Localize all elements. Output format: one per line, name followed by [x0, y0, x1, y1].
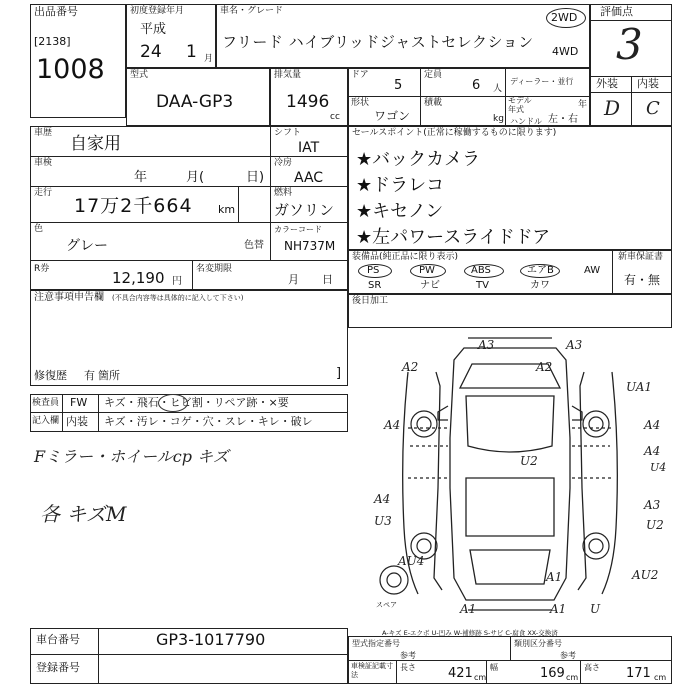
equip-airbag: エアB — [527, 265, 554, 276]
drive-2wd: 2WD — [551, 11, 578, 24]
dimensions-label: 車検証記載寸法 — [351, 662, 393, 679]
recycle-value: 12,190 — [112, 269, 165, 287]
sales-point-1: ★バックカメラ — [356, 149, 481, 170]
capacity-unit: 人 — [493, 84, 503, 94]
damage-mark: A1 — [460, 602, 477, 616]
width-label: 幅 — [490, 663, 498, 672]
exterior-value: D — [604, 96, 621, 120]
equip-navi: ナビ — [420, 280, 440, 291]
equipment-label: 装備品(純正品に限り表示) — [352, 252, 459, 262]
damage-mark: AU2 — [632, 568, 659, 582]
damage-mark: U3 — [374, 514, 392, 528]
color-code-label: カラーコード — [274, 225, 322, 234]
handwritten-line-1: Fミラー・ホイールcp キズ — [34, 447, 229, 466]
registration-label: 初度登録年月 — [130, 6, 185, 16]
car-damage-diagram — [348, 328, 672, 622]
car-name-label: 車名・グレード — [220, 6, 284, 16]
damage-mark: A1 — [550, 602, 567, 616]
notes-box — [30, 290, 348, 386]
length-label: 長さ — [400, 663, 416, 672]
load-unit: kg — [493, 114, 504, 124]
damage-mark: A4 — [644, 418, 661, 432]
inspector-label-2: 記入欄 — [32, 416, 60, 426]
inspector-row-1: キズ・飛石・ヒビ割・リペア跡・×要 — [104, 396, 289, 409]
capacity-value: 6 — [472, 78, 481, 93]
height-unit: cm — [654, 673, 667, 682]
notes-label: 注意事項申告欄 — [34, 292, 104, 303]
damage-mark: A3 — [644, 498, 661, 512]
repair-unit: 箇所 — [98, 369, 120, 382]
damage-mark: U4 — [650, 461, 667, 474]
title-expiry-label: 名変期限 — [196, 264, 233, 274]
equip-aw: AW — [584, 265, 601, 276]
inspector-interior: 内装 — [66, 415, 88, 428]
title-expiry-month: 月 — [288, 273, 299, 286]
history-label: 車歴 — [34, 128, 53, 138]
doors-label: ドア — [351, 70, 369, 80]
equip-abs: ABS — [471, 265, 491, 276]
interior-value: C — [646, 98, 660, 119]
lot-label: 出品番号 — [34, 5, 78, 18]
mileage-label: 走行 — [34, 188, 53, 198]
lot-number: 1008 — [36, 54, 105, 85]
damage-mark: U2 — [520, 454, 538, 468]
color-code-value: NH737M — [284, 239, 336, 253]
height-value: 171 — [626, 666, 651, 681]
warranty-label: 新車保証書 — [618, 252, 664, 262]
inspection-day-unit: 日) — [246, 170, 265, 185]
sales-point-2: ★ドラレコ — [356, 175, 445, 196]
car-name-value: フリード ハイブリッドジャストセレクション — [222, 33, 534, 51]
cooling-value: AAC — [294, 170, 324, 186]
chassis-label: 車台番号 — [36, 633, 80, 646]
repair-label: 修復歴 — [34, 369, 67, 382]
inspection-label: 車検 — [34, 158, 53, 168]
history-value: 自家用 — [70, 134, 121, 154]
body-type-value: ワゴン — [374, 109, 411, 123]
registration-month-unit: 月 — [204, 54, 214, 64]
registration-era: 平成 — [140, 22, 167, 37]
capacity-label: 定員 — [424, 70, 443, 80]
color-value: グレー — [66, 238, 108, 254]
color-label: 色 — [34, 224, 44, 234]
sales-point-3: ★キセノン — [356, 201, 444, 222]
notes-note: (不具合内容等は具体的に記入して下さい) — [112, 294, 244, 302]
sales-points-label: セールスポイント(正常に稼働するものに限ります) — [352, 128, 557, 138]
damage-mark: A3 — [478, 338, 495, 352]
mileage-unit: km — [218, 203, 236, 216]
dealer-label: ディーラー・並行 — [510, 77, 574, 86]
damage-mark: A1 — [546, 570, 563, 584]
mileage-value: 17万2千664 — [74, 195, 193, 217]
fuel-value: ガソリン — [274, 201, 335, 219]
chassis-value: GP3-1017790 — [156, 630, 266, 649]
shift-value: IAT — [298, 140, 320, 156]
damage-mark: A2 — [402, 360, 419, 374]
damage-mark: A4 — [644, 444, 661, 458]
handle-value: 左・右 — [548, 114, 578, 125]
interior-label: 内装 — [637, 77, 659, 90]
category-label: 類別区分番号 — [514, 639, 562, 648]
load-label: 積載 — [424, 98, 443, 108]
color-change-label: 色替 — [244, 240, 264, 251]
displacement-unit: cc — [330, 112, 340, 122]
inspection-year-unit: 年 — [134, 170, 148, 185]
equip-ps: PS — [367, 265, 380, 276]
equip-pw: PW — [419, 265, 435, 276]
length-value: 421 — [448, 666, 473, 681]
after-install-box — [348, 294, 672, 328]
inspector-label-1: 検査員 — [32, 398, 60, 408]
fuel-label: 燃料 — [274, 188, 293, 198]
title-expiry-day: 日 — [322, 273, 333, 286]
damage-mark: A3 — [566, 338, 583, 352]
type-designation-value: 参考 — [400, 651, 416, 660]
length-unit: cm — [474, 673, 487, 682]
damage-mark: A4 — [374, 492, 391, 506]
damage-mark: A4 — [384, 418, 401, 432]
inspector-row-2: キズ・汚レ・コゲ・穴・スレ・キレ・破レ — [104, 415, 313, 428]
after-install-label: 後日加工 — [352, 296, 389, 306]
inspector-fw: FW — [70, 396, 88, 409]
type-designation-label: 型式指定番号 — [352, 639, 400, 648]
width-unit: cm — [566, 673, 579, 682]
model-value: DAA-GP3 — [156, 92, 234, 112]
equip-leather: カワ — [530, 280, 550, 291]
lot-code: [2138] — [34, 35, 71, 48]
recycle-unit: 円 — [172, 276, 182, 287]
equip-sr: SR — [368, 280, 382, 291]
category-value: 参考 — [560, 651, 576, 660]
displacement-value: 1496 — [286, 92, 330, 112]
dealer-year-unit: 年 — [578, 100, 588, 110]
dealer-year-label: モデル年式 — [508, 96, 532, 114]
inspection-month-unit: 月( — [186, 170, 205, 185]
warranty-value: 有・無 — [624, 273, 661, 287]
shift-label: シフト — [274, 128, 302, 138]
handle-label: ハンドル — [510, 117, 542, 126]
equip-tv: TV — [476, 280, 489, 291]
repair-value: 有 — [84, 369, 95, 382]
body-type-label: 形状 — [351, 98, 370, 108]
registration-year: 24 — [140, 42, 162, 62]
height-label: 高さ — [584, 663, 600, 672]
sales-point-4: ★左パワースライドドア — [356, 227, 551, 248]
spare-label: スペア — [376, 601, 397, 609]
damage-mark: AU4 — [398, 554, 425, 568]
damage-mark: A2 — [536, 360, 553, 374]
width-value: 169 — [540, 666, 565, 681]
cooling-label: 冷房 — [274, 158, 293, 168]
damage-legend: A-キズ E-エクボ U-凹み W-補修跡 S-サビ C-腐食 XX-交換済 — [382, 629, 558, 637]
damage-mark: UA1 — [626, 380, 653, 394]
handwritten-line-2: 各 キズM — [40, 502, 127, 526]
model-label: 型式 — [130, 70, 149, 80]
grade-value: 3 — [616, 20, 643, 69]
reg-number-label: 登録番号 — [36, 661, 80, 674]
recycle-label: R券 — [34, 264, 50, 274]
doors-value: 5 — [394, 78, 403, 93]
drive-4wd: 4WD — [552, 45, 579, 58]
grade-label: 評価点 — [600, 5, 633, 18]
damage-mark: U2 — [646, 518, 664, 532]
registration-month: 1 — [186, 42, 197, 62]
displacement-label: 排気量 — [274, 70, 302, 80]
exterior-label: 外装 — [596, 77, 618, 90]
damage-mark: U — [590, 602, 601, 616]
